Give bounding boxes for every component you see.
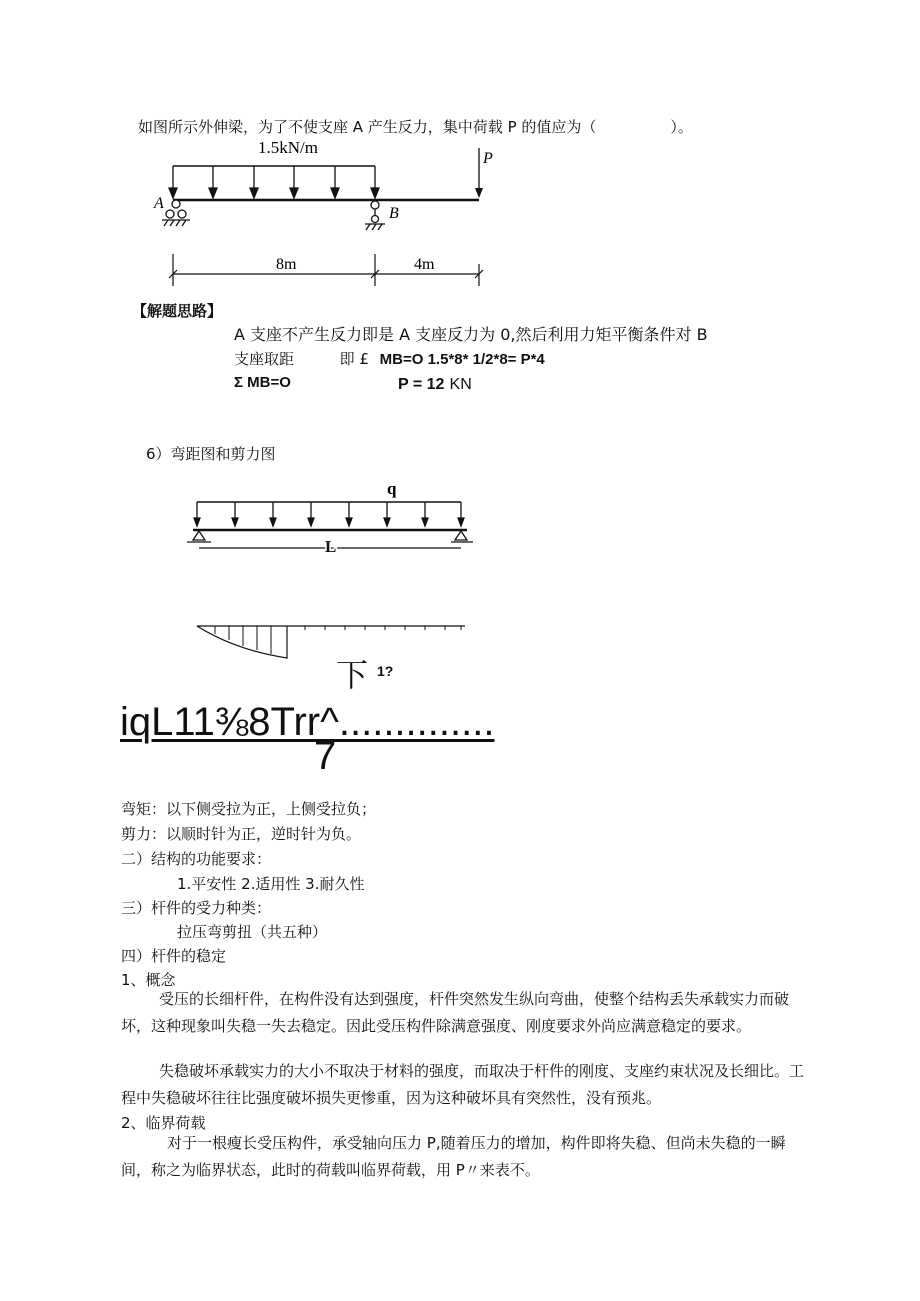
distributed-load-label: 1.5kN/m xyxy=(258,138,318,157)
beam-figure-2 xyxy=(185,476,475,566)
question-text xyxy=(138,116,693,137)
heading-function-req: 二）结构的功能要求： xyxy=(121,850,272,868)
beam-figure-1 xyxy=(140,136,500,296)
result-unit: KN xyxy=(449,376,472,393)
distributed-load-arrows xyxy=(169,166,379,198)
question-body: 如图所示外伸梁，为了不使支座 A 产生反力，集中荷载 P 的值应为（ xyxy=(138,118,597,136)
solution-line2 xyxy=(234,348,545,369)
heading-critical-load: 2、临界荷载 xyxy=(121,1114,206,1132)
line2-label: 支座取距 xyxy=(234,350,295,368)
result-value: P = 12 xyxy=(398,376,445,393)
support-a xyxy=(162,200,190,226)
support-right xyxy=(451,531,473,542)
heading-force-types: 三）杆件的受力种类： xyxy=(121,899,272,917)
dimension-line xyxy=(169,254,483,286)
span2-label: 4m xyxy=(414,256,435,273)
line3-equation: Σ MB=O xyxy=(234,374,291,391)
solution-line1: A 支座不产生反力即是 A 支座反力为 0,然后利用力矩平衡条件对 B xyxy=(234,325,708,344)
note-moment-sign: 弯矩：以下侧受拉为正，上侧受拉负； xyxy=(121,800,377,818)
force-types-items: 拉压弯剪扭（共五种） xyxy=(177,923,328,941)
garbled-big-line: iqL11⅜8Trr^.............. xyxy=(120,700,495,744)
span-label-L: L xyxy=(325,537,337,556)
paragraph-concept: 受压的长细杆件，在构件没有达到强度，杆件突然发生纵向弯曲，使整个结构丢失承载实力而破坏，这种现象叫失稳一失去稳定。因此受压构件除满意强度、刚度要求外尚应满意稳定的要求。 xyxy=(121,990,790,1035)
paragraph-failure: 失稳破坏承载实力的大小不取决于材料的强度，而取决于杆件的刚度、支座约束状况及长细比。工程中失稳破坏往往比强度破坏损失更惨重，因为这种破坏具有突然性，没有预兆。 xyxy=(121,1062,805,1107)
point-load-label: P xyxy=(483,150,493,167)
garbled-small-sub: 1? xyxy=(377,663,394,679)
question-close: ）。 xyxy=(670,118,693,136)
paragraph-critical-load: 对于一根瘦长受压构件，承受轴向压力 P,随着压力的增加，构件即将失稳、但尚未失稳的一瞬间，称之为临界状态，此时的荷载叫临界荷载，用 P〃来表不。 xyxy=(121,1134,786,1179)
support-b xyxy=(365,201,385,230)
solution-heading: 【解题思路】 xyxy=(132,303,223,320)
line2-mid: 即 £ xyxy=(339,350,369,368)
heading-concept: 1、概念 xyxy=(121,971,176,989)
line3-result xyxy=(398,374,472,394)
uniform-load-label: q xyxy=(387,479,397,498)
support-a-label: A xyxy=(154,195,164,212)
heading-stability: 四）杆件的稳定 xyxy=(121,947,227,965)
uniform-load-arrows xyxy=(194,502,464,526)
garbled-small: 下 xyxy=(336,656,369,694)
moment-diagram-sketch xyxy=(195,620,470,665)
span1-label: 8m xyxy=(276,256,297,273)
support-b-label: B xyxy=(389,205,399,222)
line2-equation: MB=O 1.5*8* 1/2*8= P*4 xyxy=(379,351,545,368)
note-shear-sign: 剪力：以顺时针为正，逆时针为负。 xyxy=(121,825,362,843)
support-left xyxy=(187,531,211,542)
section6-title: 6）弯距图和剪力图 xyxy=(146,445,276,463)
garbled-denominator: 7 xyxy=(314,734,337,778)
function-req-items: 1.平安性 2.适用性 3.耐久性 xyxy=(177,875,365,893)
